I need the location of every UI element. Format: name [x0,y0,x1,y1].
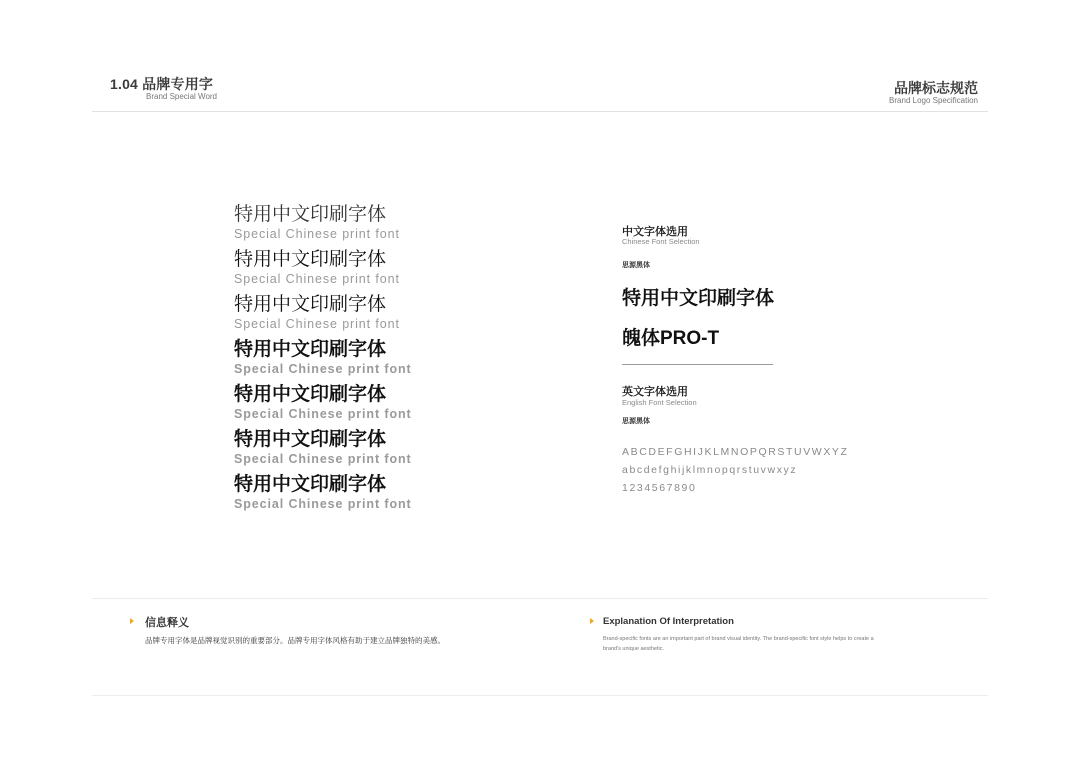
alphabet-lowercase: abcdefghijklmnopqrstuvwxyz [622,464,798,476]
font-weight-specimens [234,203,554,518]
bullet-icon [130,618,134,624]
specimen-english: Special Chinese print font [234,317,400,331]
specimen-row [234,428,554,473]
specimen-chinese: 特用中文印刷字体 [234,384,387,405]
specimen-row [234,338,554,383]
specimen-chinese: 特用中文印刷字体 [234,429,387,450]
document-subtitle: Brand Logo Specification [889,96,978,105]
specimen-row [234,293,554,338]
info-title-en: Explanation Of Interpretation [603,616,734,627]
bullet-icon [590,618,594,624]
chinese-font-title: 中文字体选用 [622,226,688,238]
specimen-english: Special Chinese print font [234,452,412,466]
section-subtitle: Brand Special Word [146,92,217,101]
specimen-row [234,203,554,248]
footer-bottom-divider [92,695,988,696]
specimen-english: Special Chinese print font [234,272,400,286]
footer-top-divider [92,598,988,599]
info-title-zh: 信息释义 [145,617,189,629]
english-font-name: 思源黑体 [622,418,650,425]
specimen-english: Special Chinese print font [234,407,412,421]
info-body-en: Brand-specific fonts are an important part of brand visual identity. The brand-specific font style helps to create a brand's unique aesthetic. [603,636,874,652]
document-title: 品牌标志规范 [894,80,978,96]
specimen-chinese: 特用中文印刷字体 [234,474,387,495]
specimen-english: Special Chinese print font [234,362,412,376]
specimen-row [234,383,554,428]
specimen-english: Special Chinese print font [234,497,412,511]
chinese-font-pro: 魄体PRO-T [622,328,720,349]
specimen-chinese: 特用中文印刷字体 [234,294,387,315]
chinese-font-subtitle: Chinese Font Selection [622,237,700,246]
section-title: 1.04 品牌专用字 [110,76,214,92]
english-font-title: 英文字体选用 [622,386,688,398]
specimen-chinese: 特用中文印刷字体 [234,204,387,225]
header-divider [92,111,988,112]
specimen-english: Special Chinese print font [234,227,400,241]
column-divider [622,364,773,365]
alphabet-digits: 1234567890 [622,482,697,494]
specimen-chinese: 特用中文印刷字体 [234,339,387,360]
specimen-row [234,473,554,518]
english-font-subtitle: English Font Selection [622,398,697,407]
specimen-chinese: 特用中文印刷字体 [234,249,387,270]
info-body-zh: 品牌专用字体是品牌视觉识别的重要部分。品牌专用字体风格有助于建立品牌独特的美感。 [145,636,445,645]
alphabet-uppercase: ABCDEFGHIJKLMNOPQRSTUVWXYZ [622,446,849,458]
chinese-font-name: 思源黑体 [622,262,650,269]
specimen-row [234,248,554,293]
chinese-font-sample: 特用中文印刷字体 [622,288,775,309]
